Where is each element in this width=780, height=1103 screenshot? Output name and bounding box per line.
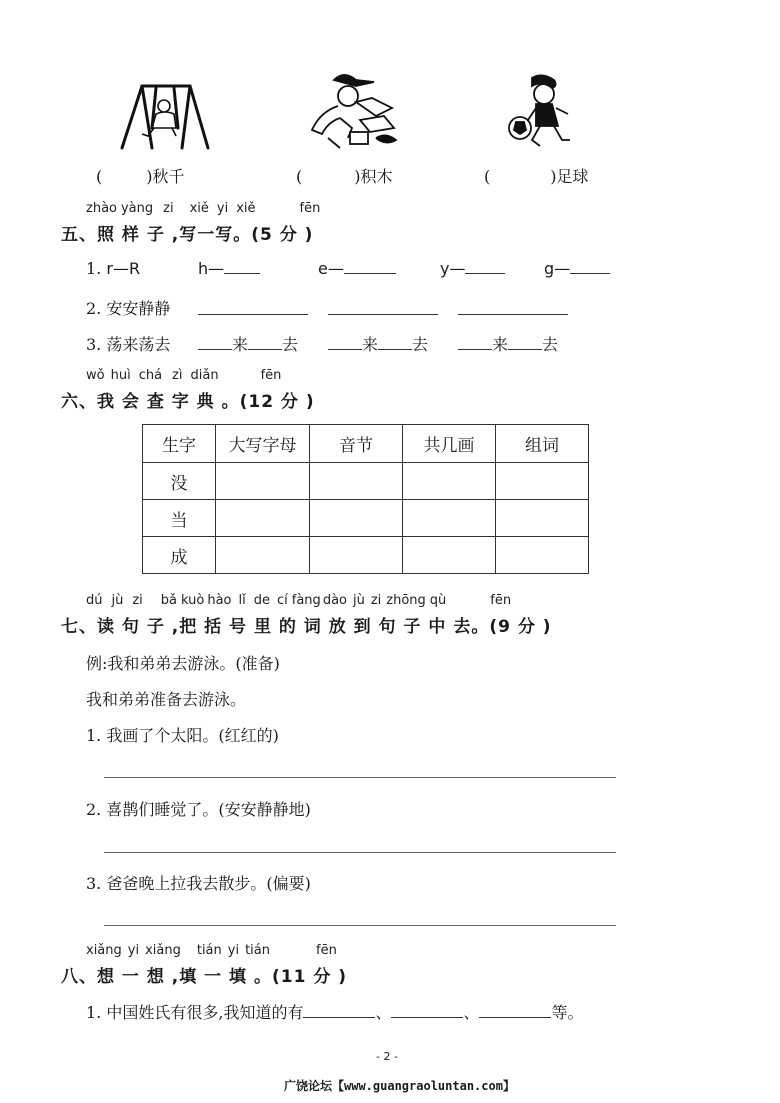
section5-q3: 3. 荡来荡去	[86, 335, 171, 354]
table-cell[interactable]	[496, 500, 589, 537]
section7-pinyin: dú jù zi bǎ kuò hào lǐ de cí fàng dào jù zi zhōng qù fēn	[86, 593, 512, 608]
section5-q2-blank-2[interactable]	[328, 314, 438, 315]
section5-q1-e: e—	[318, 259, 396, 278]
table-cell[interactable]	[310, 537, 403, 574]
table-cell[interactable]	[403, 463, 496, 500]
table-cell[interactable]	[216, 463, 310, 500]
table-cell-char: 成	[143, 537, 216, 574]
table-row	[143, 500, 589, 537]
section7-q2-answer-line[interactable]	[104, 852, 616, 853]
section5-q2: 2. 安安静静	[86, 299, 171, 318]
section7-q3-answer-line[interactable]	[104, 925, 616, 926]
section5-q1: 1. r—R	[86, 259, 141, 278]
surname-blank-3[interactable]	[479, 1003, 551, 1018]
table-header: 音节	[310, 425, 403, 463]
section7-q1: 1. 我画了个太阳。(红红的)	[86, 726, 279, 745]
table-cell[interactable]	[496, 537, 589, 574]
section7-q2: 2. 喜鹊们睡觉了。(安安静静地)	[86, 800, 311, 819]
table-header: 共几画	[403, 425, 496, 463]
section8-q1: 1. 中国姓氏有很多,我知道的有 、 、 等。	[86, 1003, 584, 1022]
table-header: 大写字母	[216, 425, 310, 463]
section5-q1-y: y—	[440, 259, 505, 278]
table-header-row	[143, 425, 589, 463]
table-cell-char: 当	[143, 500, 216, 537]
section6-pinyin: wǒ huì chá zì diǎn fēn	[86, 368, 282, 383]
picture-caption-blocks: ( )积木	[296, 167, 393, 186]
table-row	[143, 463, 589, 500]
section7-q3: 3. 爸爸晚上拉我去散步。(偏要)	[86, 874, 311, 893]
table-cell[interactable]	[403, 500, 496, 537]
section7-example: 例:我和弟弟去游泳。(准备)	[86, 654, 280, 673]
section5-title: 五、照 样 子 ,写一写。(5 分 )	[61, 225, 314, 245]
site-footer: 广饶论坛【www.guangraoluntan.com】	[284, 1079, 515, 1093]
section5-q1-h: h—	[198, 259, 260, 278]
surname-blank-1[interactable]	[303, 1003, 375, 1018]
table-cell[interactable]	[216, 537, 310, 574]
section5-q1-g: g—	[544, 259, 610, 278]
section5-q2-blank-3[interactable]	[458, 314, 568, 315]
page-number: - 2 -	[376, 1050, 398, 1063]
blocks-illustration	[300, 72, 405, 154]
table-cell[interactable]	[403, 537, 496, 574]
picture-caption-swing: ( )秋千	[96, 167, 185, 186]
section8-title: 八、想 一 想 ,填 一 填 。(11 分 )	[61, 967, 348, 987]
section5-q3-pattern-3: 来 去	[458, 332, 558, 355]
picture-caption-soccer: ( )足球	[484, 167, 589, 186]
section6-title: 六、我 会 查 字 典 。(12 分 )	[61, 392, 315, 412]
table-cell[interactable]	[310, 463, 403, 500]
table-header: 生字	[143, 425, 216, 463]
swing-illustration	[112, 78, 212, 150]
section7-q1-answer-line[interactable]	[104, 777, 616, 778]
section7-example-answer: 我和弟弟准备去游泳。	[86, 690, 247, 709]
soccer-illustration	[502, 74, 580, 156]
section5-pinyin: zhào yàng zi xiě yi xiě fēn	[86, 201, 321, 216]
table-row	[143, 537, 589, 574]
table-cell[interactable]	[310, 500, 403, 537]
table-cell[interactable]	[496, 463, 589, 500]
surname-blank-2[interactable]	[391, 1003, 463, 1018]
section8-pinyin: xiǎng yi xiǎng tián yi tián fēn	[86, 943, 337, 958]
dictionary-table	[142, 424, 589, 574]
section5-q3-pattern-2: 来 去	[328, 332, 428, 355]
table-cell-char: 没	[143, 463, 216, 500]
section5-q2-blank-1[interactable]	[198, 314, 308, 315]
section7-title: 七、读 句 子 ,把 括 号 里 的 词 放 到 句 子 中 去。(9 分 )	[61, 617, 552, 637]
table-cell[interactable]	[216, 500, 310, 537]
section5-q3-pattern-1: 来 去	[198, 332, 298, 355]
table-header: 组词	[496, 425, 589, 463]
